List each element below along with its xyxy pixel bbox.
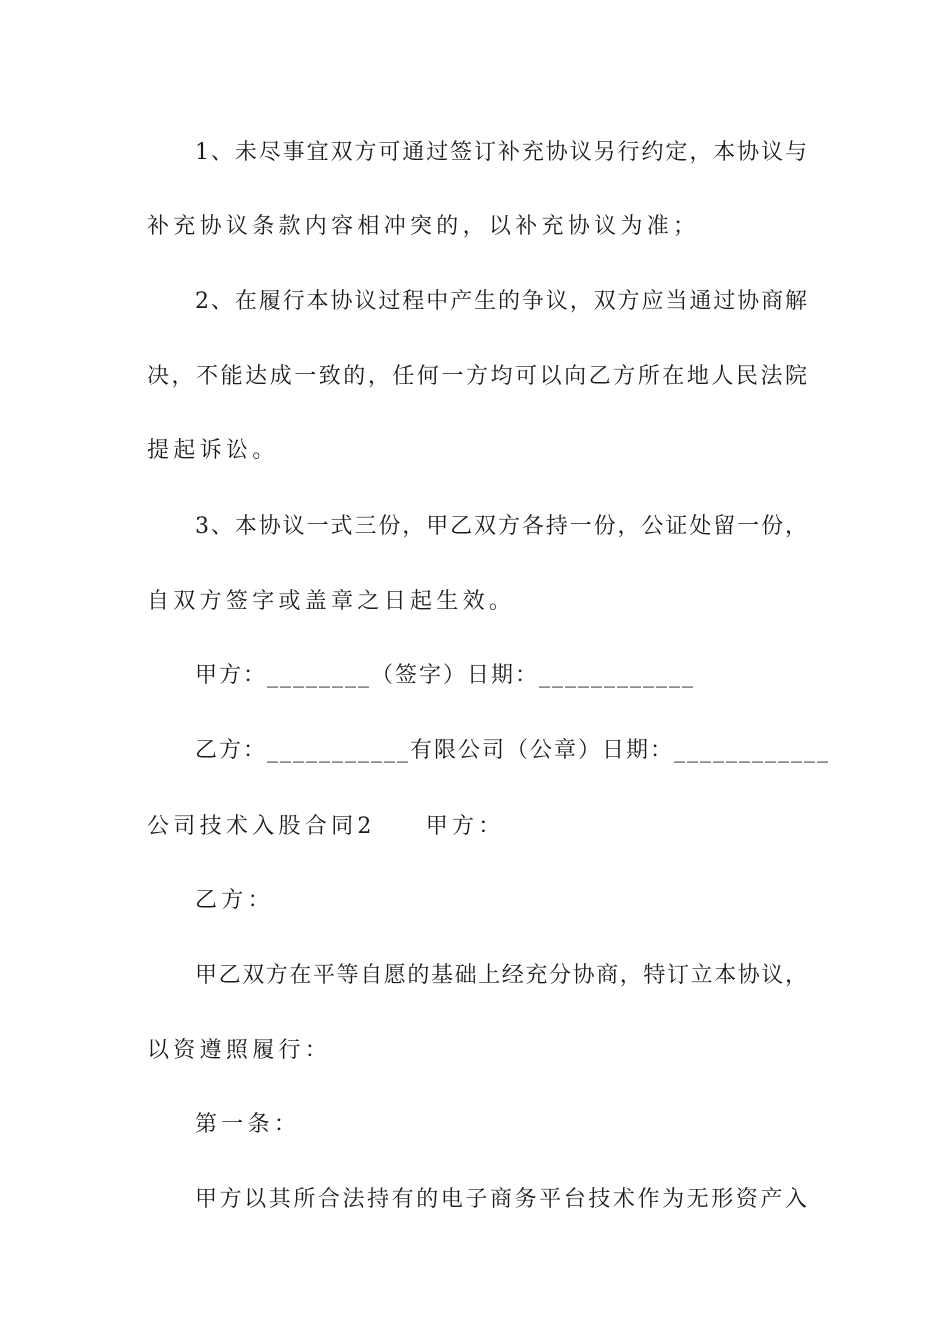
article-1-heading: 第一条： xyxy=(195,1112,301,1137)
preamble-line-2: 以资遵照履行： xyxy=(147,1038,332,1063)
clause-2-line-3: 提起诉讼。 xyxy=(147,438,279,463)
contract-title: 公司技术入股合同2 xyxy=(147,814,376,839)
party-a-label: 甲方： xyxy=(425,814,505,839)
clause-2-line-1: 2、在履行本协议过程中产生的争议，双方应当通过协商解 xyxy=(195,289,807,314)
party-b-label: 乙方： xyxy=(195,888,274,913)
clause-3-line-1: 3、本协议一式三份，甲乙双方各持一份，公证处留一份， xyxy=(195,514,807,539)
contract-heading-row xyxy=(147,812,807,842)
party-a-signature-line: 甲方：________（签字）日期：____________ xyxy=(195,663,696,688)
article-1-line-1: 甲方以其所合法持有的电子商务平台技术作为无形资产入 xyxy=(195,1187,807,1212)
party-b-seal-line: 乙方：___________有限公司（公章）日期：____________ xyxy=(195,738,831,763)
preamble-line-1: 甲乙双方在平等自愿的基础上经充分协商，特订立本协议， xyxy=(195,963,807,988)
clause-2-line-2: 决，不能达成一致的，任何一方均可以向乙方所在地人民法院 xyxy=(147,364,807,389)
clause-3-line-2: 自双方签字或盖章之日起生效。 xyxy=(147,589,516,614)
clause-1-line-2: 补充协议条款内容相冲突的，以补充协议为准； xyxy=(147,214,700,239)
clause-1-line-1: 1、未尽事宜双方可通过签订补充协议另行约定，本协议与 xyxy=(195,140,807,165)
